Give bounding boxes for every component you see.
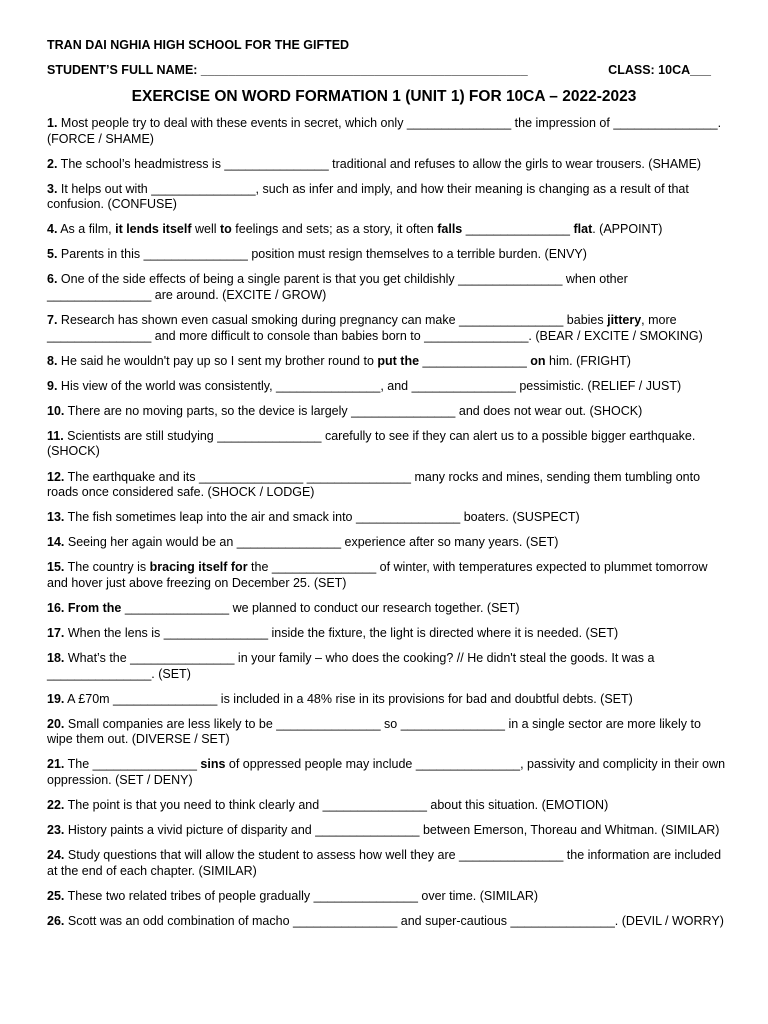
question-number: 20. <box>47 716 65 731</box>
question-text: _______________ we planned to conduct our research together. (SET) <box>121 600 520 615</box>
question-text: The earthquake and its _______________ _______________ many rocks and mines, sending them tumbling onto roads once considered safe. (SHOCK / LODGE) <box>47 469 701 500</box>
question-item <box>47 823 727 839</box>
question-text: One of the side effects of being a single parent is that you get childishly _______________ when other _______________ are around. (EXCITE / GROW) <box>47 272 628 302</box>
question-text: When the lens is _______________ inside the fixture, the light is directed where it is needed. (SET) <box>64 626 619 640</box>
question-item <box>47 247 727 263</box>
question-number: 9. <box>47 378 58 393</box>
question-number: 8. <box>47 353 58 368</box>
question-bold-text: sins <box>200 757 226 772</box>
question-item <box>47 157 727 173</box>
question-item <box>47 182 727 213</box>
question-item <box>47 510 727 526</box>
question-item <box>47 404 727 420</box>
question-bold-text: on <box>530 353 546 368</box>
question-bold-text: From the <box>67 600 122 615</box>
question-bold-text: flat <box>573 222 593 237</box>
question-item <box>47 379 727 395</box>
question-number: 12. <box>47 469 65 484</box>
question-bold-text: jittery <box>607 313 642 328</box>
question-number: 16. <box>47 600 65 615</box>
question-number: 7. <box>47 313 58 328</box>
question-text: He said he wouldn't pay up so I sent my brother round to <box>57 353 378 368</box>
question-item <box>47 272 727 303</box>
question-number: 25. <box>47 888 65 903</box>
question-text: feelings and sets; as a story, it often <box>231 222 438 237</box>
question-number: 23. <box>47 823 65 838</box>
question-text: The _______________ <box>64 757 201 772</box>
question-text: What’s the _______________ in your family – who does the cooking? // He didn't steal the goods. It was a _______________. (SET) <box>47 651 655 681</box>
question-text: well <box>191 222 220 237</box>
question-item <box>47 757 727 788</box>
question-number: 5. <box>47 247 58 262</box>
question-text: The country is <box>64 560 150 575</box>
question-number: 15. <box>47 560 65 575</box>
question-bold-text: to <box>219 222 232 237</box>
question-item <box>47 848 727 879</box>
question-bold-text: it lends itself <box>115 222 192 237</box>
question-text: There are no moving parts, so the device is largely _______________ and does not wear out. (SHOCK) <box>64 403 643 418</box>
question-item <box>47 651 727 682</box>
question-text: Most people try to deal with these events in secret, which only _______________ the impression of _______________. (FORCE / SHAME) <box>47 116 722 146</box>
question-text: Research has shown even casual smoking during pregnancy can make _______________ babies <box>57 313 608 328</box>
question-number: 11. <box>47 428 64 443</box>
question-text: Study questions that will allow the student to assess how well they are _______________ the information are included at the end of each chapter. (SIMILAR) <box>47 848 722 878</box>
school-name: TRAN DAI NGHIA HIGH SCHOOL FOR THE GIFTED <box>47 38 350 52</box>
question-item <box>47 313 727 344</box>
question-text: _______________ <box>419 353 531 368</box>
page-title: EXERCISE ON WORD FORMATION 1 (UNIT 1) FOR 10CA – 2022-2023 <box>131 88 637 105</box>
question-text: Parents in this _______________ position must resign themselves to a terrible burden. (ENVY) <box>57 247 587 262</box>
question-text: His view of the world was consistently, _______________, and _______________ pessimistic. (RELIEF / JUST) <box>57 378 682 393</box>
question-text: the _______________ of winter, with temperatures expected to plummet tomorrow and hover just above freezing on December 25. (SET) <box>47 560 708 590</box>
question-bold-text: put the <box>377 353 420 368</box>
question-text: A £70m _______________ is included in a 48% rise in its provisions for bad and doubtful debts. (SET) <box>64 691 633 706</box>
question-text: _______________ <box>462 222 574 237</box>
question-text: Scientists are still studying _______________ carefully to see if they can alert us to a possible bigger earthquake. (SHOCK) <box>47 428 696 459</box>
question-item <box>47 354 727 370</box>
question-number: 18. <box>47 651 65 666</box>
question-number: 26. <box>47 913 65 928</box>
question-text: As a film, <box>57 222 116 237</box>
question-text: The fish sometimes leap into the air and smack into _______________ boaters. (SUSPECT) <box>64 510 580 525</box>
question-number: 2. <box>47 156 58 171</box>
question-item <box>47 717 727 748</box>
question-number: 10. <box>47 403 65 418</box>
question-number: 1. <box>47 116 58 130</box>
question-item <box>47 889 727 905</box>
question-number: 13. <box>47 510 65 525</box>
question-number: 4. <box>47 222 58 237</box>
question-text: , more _______________ and more difficult to console than babies born to _______________. (BEAR / EXCITE / SMOKING) <box>47 313 703 343</box>
question-text: . (APPOINT) <box>592 222 663 237</box>
question-text: him. (FRIGHT) <box>545 353 631 368</box>
question-text: Small companies are less likely to be _______________ so _______________ in a single sector are more likely to wipe them out. (DIVERSE / SET) <box>47 716 701 747</box>
student-name-field: STUDENT’S FULL NAME: _______________________________________________ <box>47 63 528 77</box>
question-item <box>47 798 727 814</box>
question-item <box>47 222 727 238</box>
question-number: 17. <box>47 626 65 640</box>
question-bold-text: bracing itself for <box>149 560 248 575</box>
question-text: The school’s headmistress is _______________ traditional and refuses to allow the girls to wear trousers. (SHAME) <box>57 156 702 171</box>
question-number: 24. <box>47 848 65 863</box>
question-number: 21. <box>47 757 65 772</box>
question-item <box>47 692 727 708</box>
question-item <box>47 116 727 147</box>
question-text: The point is that you need to think clearly and _______________ about this situation. (EMOTION) <box>64 797 609 812</box>
question-number: 19. <box>47 691 65 706</box>
class-field: CLASS: 10CA___ <box>608 63 711 77</box>
question-item <box>47 560 727 591</box>
question-item <box>47 470 727 501</box>
question-text: Scott was an odd combination of macho _______________ and super-cautious _______________. (DEVIL / WORRY) <box>64 913 724 928</box>
question-item <box>47 535 727 551</box>
student-info-line <box>47 63 711 77</box>
question-text: These two related tribes of people gradually _______________ over time. (SIMILAR) <box>64 888 539 903</box>
question-number: 22. <box>47 797 65 812</box>
question-number: 14. <box>47 535 65 550</box>
question-item <box>47 601 727 617</box>
question-text: of oppressed people may include _______________, passivity and complicity in their own oppression. (SET / DENY) <box>47 757 726 787</box>
question-text: It helps out with _______________, such as infer and imply, and how their meaning is changing as a result of that confusion. (CONFUSE) <box>47 181 689 212</box>
question-item <box>47 914 727 930</box>
question-number: 6. <box>47 272 58 287</box>
question-item <box>47 429 727 460</box>
question-list <box>47 116 727 939</box>
question-number: 3. <box>47 181 58 196</box>
question-text: History paints a vivid picture of disparity and _______________ between Emerson, Thoreau and Whitman. (SIMILAR) <box>64 823 720 838</box>
question-item <box>47 626 727 642</box>
question-text: Seeing her again would be an _______________ experience after so many years. (SET) <box>64 535 559 550</box>
question-bold-text: falls <box>437 222 463 237</box>
